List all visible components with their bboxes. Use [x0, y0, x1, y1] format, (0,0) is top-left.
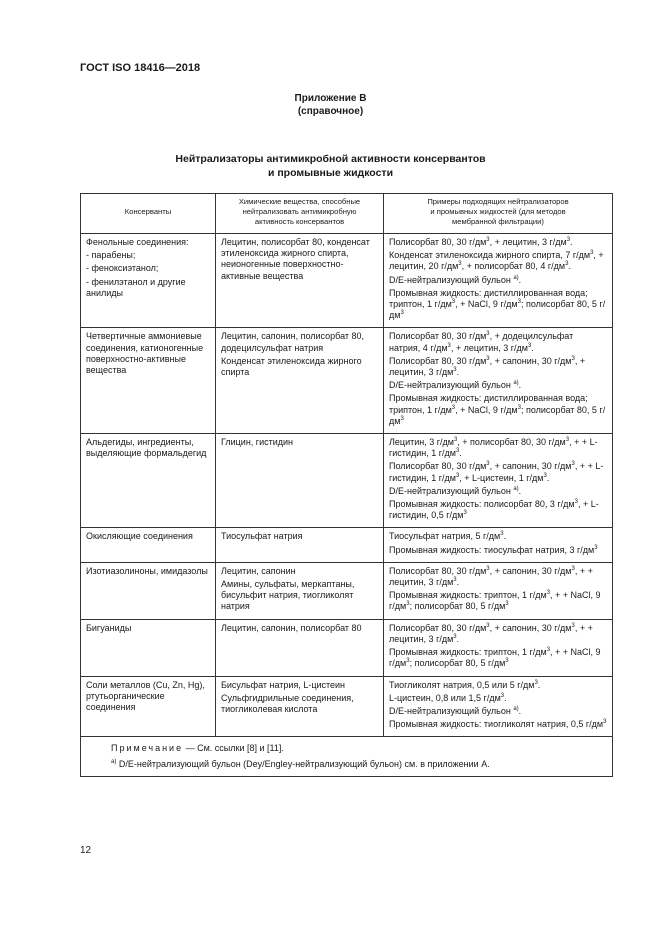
superscript: 3 — [505, 658, 509, 665]
preservative-line: Фенольные соединения: — [86, 237, 189, 247]
examples-cell — [384, 528, 613, 562]
superscript: 3 — [500, 692, 505, 699]
example-text: D/E-нейтрализующий бульон — [389, 485, 514, 496]
table-row — [81, 328, 613, 434]
preservative-cell — [81, 234, 216, 328]
superscript: 3 — [406, 658, 410, 665]
superscript: 3 — [594, 544, 598, 551]
note-label: Примечание — [111, 743, 184, 754]
superscript: 3 — [486, 461, 490, 468]
example-text: , + + L-гистидин, 1 г/дм — [389, 461, 604, 483]
superscript: 3 — [453, 437, 458, 444]
superscript: 3 — [451, 404, 456, 411]
example-text: ; полисорбат 80, 5 г/дм — [389, 299, 606, 321]
superscript: 3 — [571, 565, 575, 572]
example-text: , + лецитин, 3 г/дм — [389, 355, 586, 378]
note-text: — См. ссылки [8] и [11]. — [183, 743, 284, 754]
page-number: 12 — [80, 845, 92, 856]
preservative-cell — [81, 562, 216, 619]
note-line — [111, 743, 606, 754]
superscript: 3 — [455, 448, 460, 455]
table-row — [81, 234, 613, 328]
superscript: 3 — [543, 472, 547, 479]
example-text: . — [459, 448, 462, 459]
superscript: 3 — [517, 299, 521, 306]
example-text: , + додецилсульфат натрия, 4 г/дм — [389, 331, 574, 353]
superscript: 3 — [517, 404, 521, 411]
superscript: 3 — [486, 331, 490, 338]
chemical-line: Тиосульфат натрия — [221, 531, 303, 542]
superscript: 3 — [463, 510, 467, 517]
preservative-line: - фенилэтанол и другие анилиды — [86, 276, 186, 298]
example-paragraph — [389, 680, 607, 691]
table-title — [0, 152, 661, 180]
preservative-cell — [81, 619, 216, 676]
column-header-preservatives: Консерванты — [81, 194, 216, 234]
superscript: a) — [513, 705, 519, 712]
example-text: Промывная жидкость: дистиллированная вода; триптон, 1 г/дм — [389, 287, 588, 310]
column-header-examples — [384, 194, 613, 234]
example-text: Промывная жидкость: полисорбат 80, 3 г/дм — [389, 499, 575, 510]
chemical-line: Лецитин, полисорбат 80, конденсат этиленоксида жирного спирта, неионогенные поверхностно-активные вещества — [221, 237, 370, 281]
example-text: . — [456, 367, 460, 378]
example-paragraph — [389, 393, 607, 427]
example-paragraph — [389, 499, 607, 521]
example-text: Тиосульфат натрия, 5 г/дм — [389, 531, 501, 542]
superscript: 3 — [546, 647, 551, 654]
example-text: ; полисорбат 80, 5 г/дм — [389, 404, 606, 426]
example-text: . — [518, 485, 522, 496]
chemical-line: Лецитин, сапонин — [221, 565, 296, 576]
preservative-cell — [81, 328, 216, 434]
example-text: Полисорбат 80, 30 г/дм — [389, 461, 487, 472]
chemical-line: Глицин, гистидин — [221, 437, 294, 448]
superscript: 3 — [603, 719, 607, 726]
example-paragraph — [389, 437, 607, 459]
table-row — [81, 562, 613, 619]
superscript: a) — [513, 380, 519, 387]
example-text: Промывная жидкость: дистиллированная вода; триптон, 1 г/дм — [389, 393, 588, 415]
preservative-line: Соли металлов (Cu, Zn, Hg), ртутьорганические соединения — [86, 679, 205, 712]
superscript: 3 — [447, 342, 451, 349]
appendix-subtitle: (справочное) — [297, 106, 364, 117]
superscript: 3 — [486, 237, 490, 243]
examples-cell — [384, 619, 613, 676]
example-paragraph — [389, 275, 607, 286]
example-paragraph — [389, 647, 607, 669]
table-header-row — [81, 194, 613, 234]
table-body — [81, 234, 613, 737]
example-text: Промывная жидкость: тиосульфат натрия, 3 г/дм — [389, 544, 595, 555]
example-text: Промывная жидкость: триптон, 1 г/дм — [389, 590, 547, 601]
example-text: Промывная жидкость: тиогликолят натрия, 0,5 г/дм — [389, 719, 604, 730]
superscript: 3 — [566, 237, 571, 243]
table-row — [81, 676, 613, 737]
superscript: 3 — [571, 461, 575, 468]
preservative-line: Альдегиды, ингредиенты, выделяющие формальдегид — [86, 437, 207, 459]
superscript: 3 — [590, 250, 594, 257]
example-text: , + + L-гистидин, 1 г/дм — [389, 437, 598, 459]
example-text: , + лецитин, 20 г/дм — [389, 250, 604, 272]
examples-cell — [384, 434, 613, 528]
example-text: , + лецитин, 3 г/дм — [450, 342, 528, 353]
chemicals-cell — [216, 434, 384, 528]
superscript: 3 — [458, 261, 462, 268]
superscript: 3 — [505, 601, 509, 608]
example-text: L-цистеин, 0,8 или 1,5 г/дм — [389, 692, 501, 703]
chemicals-cell — [216, 619, 384, 676]
example-text: , + сапонин, 30 г/дм — [489, 565, 572, 576]
example-text: . — [537, 679, 541, 690]
column-header-line: мембранной фильтрации) — [452, 217, 544, 226]
example-text: Тиогликолят натрия, 0,5 или 5 г/дм — [389, 679, 535, 690]
example-text: , + сапонин, 30 г/дм — [489, 461, 572, 472]
appendix-title: Приложение В — [294, 93, 367, 104]
chemicals-cell — [216, 234, 384, 328]
example-paragraph — [389, 356, 607, 378]
footnote-text: D/E-нейтрализующий бульон (Dey/Engley-нейтрализующий бульон) см. в приложении А. — [116, 758, 490, 769]
example-text: D/E-нейтрализующий бульон — [389, 380, 514, 391]
column-header-line: нейтрализовать антимикробную — [242, 207, 357, 216]
example-text: . — [504, 692, 507, 703]
superscript: 3 — [534, 679, 538, 686]
preservative-cell — [81, 676, 216, 737]
superscript: 3 — [571, 355, 575, 362]
example-paragraph — [389, 706, 607, 717]
example-text: , + + лецитин, 3 г/дм — [389, 565, 593, 588]
chemical-line: Амины, сульфаты, меркаптаны, бисульфит натрия, тиогликолят натрия — [221, 579, 355, 612]
superscript: 3 — [571, 622, 575, 629]
example-text: , + NaCl, 9 г/дм — [455, 404, 518, 415]
superscript: 3 — [486, 565, 490, 572]
example-text: ; полисорбат 80, 5 г/дм — [409, 601, 506, 612]
example-text: . — [518, 705, 522, 716]
example-text: , + полисорбат 80, 4 г/дм — [461, 261, 566, 272]
example-text: , + + NaCl, 9 г/дм — [389, 647, 601, 669]
chemical-line: Бисульфат натрия, L-цистеин — [221, 679, 346, 690]
column-header-line: и промывных жидкостей (для методов — [430, 207, 566, 216]
footnote-mark: a) — [111, 758, 117, 765]
superscript: 3 — [527, 342, 532, 349]
chemical-line: Сульфгидрильные соединения, тиогликолевая кислота — [221, 692, 354, 714]
chemicals-cell — [216, 562, 384, 619]
example-text: , + лецитин, 3 г/дм — [489, 237, 567, 247]
example-paragraph — [389, 250, 607, 272]
example-paragraph — [389, 545, 607, 556]
example-text: Полисорбат 80, 30 г/дм — [389, 331, 487, 342]
superscript: 3 — [455, 472, 460, 479]
example-text: . — [546, 472, 550, 483]
example-text: . — [570, 237, 573, 247]
example-text: Полисорбат 80, 30 г/дм — [389, 355, 487, 366]
example-paragraph — [389, 461, 607, 483]
example-text: . — [456, 633, 460, 644]
example-text: Полисорбат 80, 30 г/дм — [389, 237, 487, 247]
table-row — [81, 528, 613, 562]
superscript: a) — [513, 485, 519, 492]
superscript: 3 — [500, 531, 504, 538]
example-text: , + сапонин, 30 г/дм — [489, 355, 572, 366]
example-paragraph — [389, 486, 607, 497]
example-text: , + сапонин, 30 г/дм — [489, 622, 572, 633]
example-text: , + + лецитин, 3 г/дм — [389, 622, 593, 644]
example-text: . — [531, 342, 534, 353]
preservative-cell — [81, 528, 216, 562]
preservative-line: - парабены; — [86, 250, 136, 261]
superscript: 3 — [451, 299, 456, 306]
preservative-line: Четвертичные аммониевые соединения, катионогенные поверхностно-активные вещества — [86, 331, 204, 376]
chemical-line: Лецитин, сапонин, полисорбат 80 — [221, 622, 362, 633]
note-row — [81, 737, 613, 776]
superscript: 3 — [406, 601, 410, 608]
chemical-line: Конденсат этиленоксида жирного спирта — [221, 355, 362, 378]
example-text: , + полисорбат 80, 30 г/дм — [457, 437, 566, 448]
note-cell — [81, 737, 613, 776]
preservative-cell — [81, 434, 216, 528]
preservative-line: Бигуаниды — [86, 622, 132, 633]
example-text: . — [568, 261, 571, 272]
chemicals-cell — [216, 676, 384, 737]
example-paragraph — [389, 693, 607, 704]
example-paragraph — [389, 719, 607, 730]
superscript: 3 — [565, 261, 569, 268]
chemical-line: Лецитин, сапонин, полисорбат 80, додецилсульфат натрия — [221, 331, 365, 353]
table-row — [81, 619, 613, 676]
example-text: Лецитин, 3 г/дм — [389, 437, 454, 448]
document-header: ГОСТ ISO 18416—2018 — [80, 62, 201, 74]
preservative-line: Окисляющие соединения — [86, 531, 193, 542]
examples-cell — [384, 676, 613, 737]
example-text: . — [503, 531, 507, 542]
example-text: . — [456, 577, 460, 588]
superscript: 3 — [574, 499, 578, 506]
superscript: a) — [513, 274, 519, 281]
example-text: , + + NaCl, 9 г/дм — [389, 590, 601, 612]
column-header-chemicals — [216, 194, 384, 234]
superscript: 3 — [453, 577, 457, 584]
table-title-line-1: Нейтрализаторы антимикробной активности консервантов — [175, 153, 486, 165]
column-header-line: активность консервантов — [254, 217, 345, 226]
example-text: . — [518, 380, 522, 391]
example-paragraph — [389, 380, 607, 391]
examples-cell — [384, 328, 613, 434]
example-text: , + L-гистидин, 0,5 г/дм — [389, 499, 599, 521]
superscript: 3 — [486, 622, 490, 629]
superscript: 3 — [453, 633, 457, 640]
examples-cell — [384, 562, 613, 619]
example-text: Полисорбат 80, 30 г/дм — [389, 622, 487, 633]
superscript: 3 — [565, 437, 570, 444]
example-text: Полисорбат 80, 30 г/дм — [389, 565, 487, 576]
example-text: Промывная жидкость: триптон, 1 г/дм — [389, 647, 547, 658]
preservative-line: Изотиазолиноны, имидазолы — [86, 565, 208, 576]
example-text: ; полисорбат 80, 5 г/дм — [409, 658, 506, 669]
example-paragraph — [389, 331, 607, 353]
superscript: 3 — [546, 590, 551, 597]
footnote-line — [111, 759, 606, 770]
chemicals-cell — [216, 328, 384, 434]
example-text: Конденсат этиленоксида жирного спирта, 7 г/дм — [389, 250, 591, 261]
superscript: 3 — [486, 355, 490, 362]
examples-cell — [384, 234, 613, 328]
example-paragraph — [389, 237, 607, 248]
preservative-line: - феноксиэтанол; — [86, 263, 159, 274]
superscript: 3 — [400, 415, 404, 422]
example-text: , + NaCl, 9 г/дм — [455, 299, 518, 310]
example-paragraph — [389, 566, 607, 588]
column-header-line: Химические вещества, способные — [238, 197, 361, 206]
example-paragraph — [389, 623, 607, 645]
column-header-line: Примеры подходящих нейтрализаторов — [427, 197, 569, 206]
superscript: 3 — [453, 367, 457, 374]
example-paragraph — [389, 590, 607, 612]
example-text: . — [518, 274, 522, 285]
example-text: D/E-нейтрализующий бульон — [389, 274, 514, 285]
example-paragraph — [389, 288, 607, 322]
table-title-line-2: и промывные жидкости — [267, 167, 394, 179]
example-text: D/E-нейтрализующий бульон — [389, 705, 514, 716]
example-text: , + L-цистеин, 1 г/дм — [459, 472, 544, 483]
superscript: 3 — [400, 310, 404, 317]
chemicals-cell — [216, 528, 384, 562]
table-row — [81, 434, 613, 528]
neutralizers-table — [80, 193, 613, 777]
example-paragraph — [389, 531, 607, 542]
